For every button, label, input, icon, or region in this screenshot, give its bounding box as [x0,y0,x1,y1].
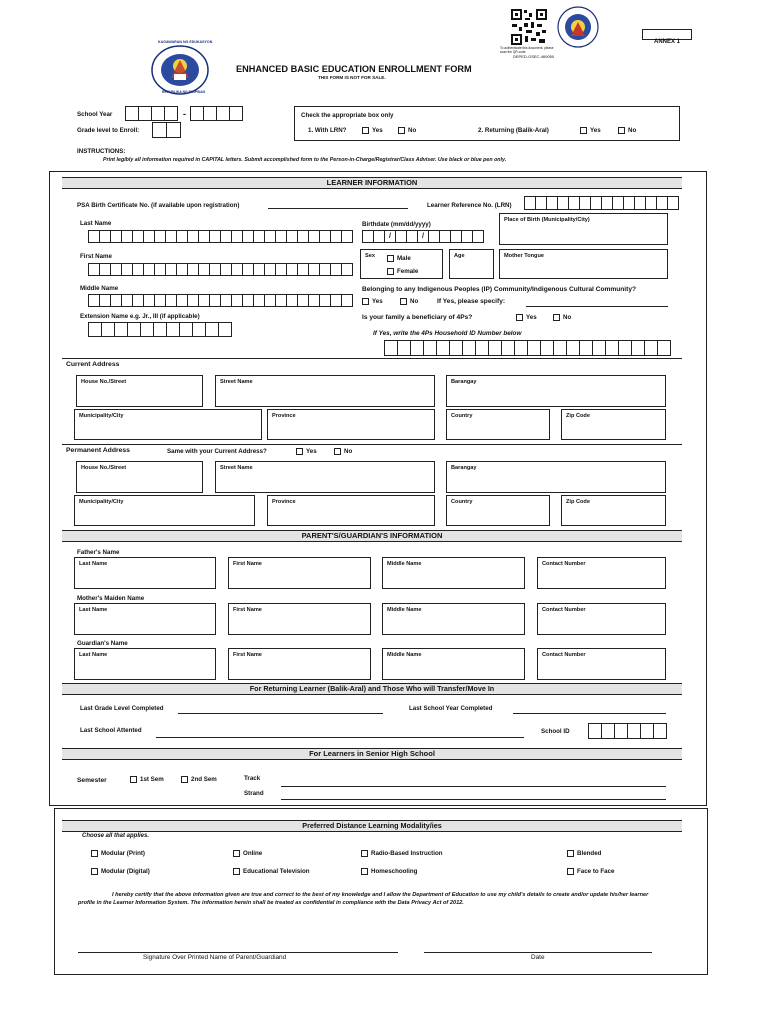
same-address-question: Same with your Current Address? [167,448,267,455]
guardian-first-name-field[interactable]: First Name [228,648,371,680]
option-homeschooling[interactable]: Homeschooling [361,868,417,875]
permanent-address-divider [62,444,682,445]
with-lrn-no-checkbox[interactable] [398,127,405,134]
learner-info-header: LEARNER INFORMATION [62,177,682,189]
last-sy-line[interactable] [513,713,666,714]
last-grade-line[interactable] [178,713,383,714]
middle-name-label: Middle Name [80,285,119,292]
fourps-id-input[interactable] [384,340,671,356]
homeschooling-checkbox[interactable] [361,868,368,875]
current-country-field[interactable]: Country [446,409,550,440]
fourps-yes-checkbox[interactable] [516,314,523,321]
birthdate-input[interactable]: / / [362,230,484,243]
modular-print-checkbox[interactable] [91,850,98,857]
annex-box [642,29,692,45]
permanent-street-field[interactable]: Street Name [215,461,435,493]
fourps-no[interactable]: No [553,314,571,321]
fourps-yes[interactable]: Yes [516,314,537,321]
with-lrn-yes[interactable]: Yes [362,127,383,134]
annex-label: ANNEX 1 [653,39,680,45]
sex-field: Sex Male Female [360,249,443,279]
first-name-label: First Name [80,253,112,260]
returning-no[interactable]: No [618,127,636,134]
same-address-yes-checkbox[interactable] [296,448,303,455]
ip-specify-line[interactable] [526,306,668,307]
edu-tv-checkbox[interactable] [233,868,240,875]
grade-level-label: Grade level to Enroll: [77,127,140,134]
extension-label: Extension Name e.g. Jr., III (if applicable) [80,313,200,320]
doc-code: DEPED-OSEC-469050 [513,54,555,59]
track-line[interactable] [281,786,666,787]
ip-specify-label: If Yes, please specify: [437,298,506,305]
seal-text-bottom: REPUBLIKA NG PILIPINAS [162,90,206,94]
current-zip-field[interactable]: Zip Code [561,409,666,440]
school-year-end[interactable] [190,106,243,121]
signature-label: Signature Over Printed Name of Parent/Guardiand [143,954,287,961]
second-sem-option[interactable]: 2nd Sem [181,776,217,783]
with-lrn-label: 1. With LRN? [308,127,347,134]
option-modular-digital[interactable]: Modular (Digital) [91,868,150,875]
form-subtitle: THIS FORM IS NOT FOR SALE. [318,75,386,80]
qr-caption: To authenticate this document, please scan the QR code [500,46,554,54]
date-label: Date [531,954,545,961]
guardian-middle-name-field[interactable]: Middle Name [382,648,525,680]
last-sy-label: Last School Year Completed [409,705,493,712]
first-sem-option[interactable]: 1st Sem [130,776,164,783]
option-online[interactable]: Online [233,850,262,857]
parents-info-header: PARENT'S/GUARDIAN'S INFORMATION [62,530,682,542]
father-first-name-field[interactable]: First Name [228,557,371,589]
strand-label: Strand [244,790,264,797]
father-heading: Father's Name [77,549,120,556]
mother-first-name-field[interactable]: First Name [228,603,371,635]
sex-male[interactable]: Male [387,255,411,262]
grade-level-input[interactable] [152,122,181,138]
fourps-no-checkbox[interactable] [553,314,560,321]
same-address-no-checkbox[interactable] [334,448,341,455]
ip-yes[interactable]: Yes [362,298,383,305]
age-field[interactable]: Age [449,249,494,279]
semester-label: Semester [77,777,107,784]
deped-seal [150,44,210,96]
permanent-province-field[interactable]: Province [267,495,435,526]
track-label: Track [244,775,261,782]
current-province-field[interactable]: Province [267,409,435,440]
shs-header: For Learners in Senior High School [62,748,682,760]
last-grade-label: Last Grade Level Completed [80,705,164,712]
face-to-face-checkbox[interactable] [567,868,574,875]
last-name-input[interactable] [88,230,353,243]
permanent-address-title: Permanent Address [66,447,130,454]
mother-middle-name-field[interactable]: Middle Name [382,603,525,635]
school-id-input[interactable] [588,723,667,739]
mother-tongue-field[interactable]: Mother Tongue [499,249,668,279]
psa-input-line[interactable] [268,208,408,209]
option-modular-print[interactable]: Modular (Print) [91,850,145,857]
mother-contact-field[interactable]: Contact Number [537,603,666,635]
with-lrn-yes-checkbox[interactable] [362,127,369,134]
mother-heading: Mother's Maiden Name [77,595,145,602]
father-contact-field[interactable]: Contact Number [537,557,666,589]
last-school-line[interactable] [156,737,524,738]
last-name-label: Last Name [80,220,112,227]
distance-header: Preferred Distance Learning Modality/ies [62,820,682,832]
option-edu-tv[interactable]: Educational Television [233,868,310,875]
modular-digital-checkbox[interactable] [91,868,98,875]
qr-code [510,8,548,46]
sex-female[interactable]: Female [387,268,418,275]
instructions-heading: INSTRUCTIONS: [77,148,126,155]
option-blended[interactable]: Blended [567,850,601,857]
last-school-label: Last School Attented [80,727,142,734]
with-lrn-no[interactable]: No [398,127,416,134]
first-name-input[interactable] [88,263,353,276]
fourps-id-label: If Yes, write the 4Ps Household ID Number below [373,330,522,337]
school-year-label: School Year [77,111,113,118]
choose-label: Choose all that applies. [82,833,150,839]
instructions-text: Print legibly all information required in CAPITAL letters. Submit accomplished form to the Person-in-Charge/Registrar/Class Adviser. Use black or blue pen only. [103,157,507,163]
current-address-title: Current Address [66,361,120,368]
school-year-dash: - [183,109,186,119]
first-sem-checkbox[interactable] [130,776,137,783]
online-checkbox[interactable] [233,850,240,857]
option-radio[interactable]: Radio-Based Instruction [361,850,443,857]
current-barangay-field[interactable]: Barangay [446,375,666,407]
returning-label: 2. Returning (Balik-Aral) [478,127,549,134]
same-address-yes[interactable]: Yes [296,448,317,455]
fourps-question: Is your family a beneficiary of 4Ps? [362,314,473,321]
deped-seal-small [557,6,599,48]
school-year-start[interactable] [125,106,178,121]
lrn-label: Learner Reference No. (LRN) [427,202,512,209]
father-last-name-field[interactable]: Last Name [74,557,216,589]
current-address-divider [62,358,682,359]
current-house-field[interactable]: House No./Street [76,375,203,407]
birthdate-label: Birthdate (mm/dd/yyyy) [362,221,431,228]
date-line[interactable] [424,952,652,953]
psa-label: PSA Birth Certificate No. (if available upon registration) [77,202,240,209]
guardian-contact-field[interactable]: Contact Number [537,648,666,680]
signature-line[interactable] [78,952,398,953]
returning-no-checkbox[interactable] [618,127,625,134]
blended-checkbox[interactable] [567,850,574,857]
radio-checkbox[interactable] [361,850,368,857]
check-box-note: Check the appropriate box only [301,112,394,119]
form-title: ENHANCED BASIC EDUCATION ENROLLMENT FORM [236,64,472,74]
guardian-last-name-field[interactable]: Last Name [74,648,216,680]
permanent-municipality-field[interactable]: Municipality/City [74,495,255,526]
ip-no[interactable]: No [400,298,418,305]
guardian-heading: Guardian's Name [77,640,128,647]
returning-yes[interactable]: Yes [580,127,601,134]
certification-text: I hereby certify that the above information given are true and correct to the best of my knowledge and I allow the Department of Education to use my child's details to create and/or update his/her learner profile in the Learner Information System. The information herein shall be treated as confidential in compliance with the Data Privacy Act of 2012. [78,892,649,906]
ip-yes-checkbox[interactable] [362,298,369,305]
middle-name-input[interactable] [88,294,353,307]
place-of-birth-field[interactable]: Place of Birth (Municipality/City) [499,213,668,245]
mother-last-name-field[interactable]: Last Name [74,603,216,635]
ip-no-checkbox[interactable] [400,298,407,305]
current-municipality-field[interactable]: Municipality/City [74,409,262,440]
strand-line[interactable] [281,799,666,800]
ip-question: Belonging to any Indigenous Peoples (IP) Community/Indigenous Cultural Community? [362,286,637,293]
returning-yes-checkbox[interactable] [580,127,587,134]
permanent-zip-field[interactable]: Zip Code [561,495,666,526]
same-address-no[interactable]: No [334,448,352,455]
option-face-to-face[interactable]: Face to Face [567,868,615,875]
father-middle-name-field[interactable]: Middle Name [382,557,525,589]
permanent-house-field[interactable]: House No./Street [76,461,203,493]
extension-input[interactable] [88,322,232,337]
second-sem-checkbox[interactable] [181,776,188,783]
school-id-label: School ID [541,728,570,735]
female-checkbox[interactable] [387,268,394,275]
male-checkbox[interactable] [387,255,394,262]
permanent-barangay-field[interactable]: Barangay [446,461,666,493]
seal-text-top: KAGAWARAN NG EDUKASYON [158,40,213,44]
permanent-country-field[interactable]: Country [446,495,550,526]
current-street-field[interactable]: Street Name [215,375,435,407]
returning-header: For Returning Learner (Balik-Aral) and Those Who will Transfer/Move In [62,683,682,695]
lrn-input[interactable] [524,196,679,210]
